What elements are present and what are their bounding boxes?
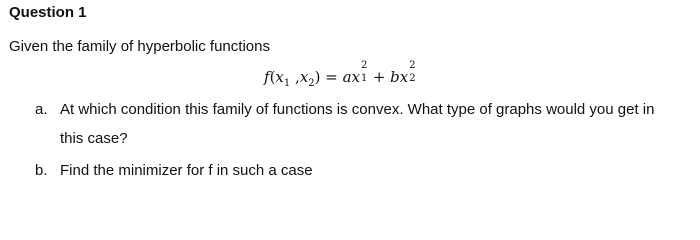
- part-a-text-line2: this case?: [60, 130, 128, 147]
- formula-plus: +: [368, 68, 391, 86]
- part-b-text: Find the minimizer for f in such a case: [60, 162, 313, 179]
- formula-term-b-sup: 2: [409, 60, 416, 71]
- formula-x2-subscript: 2: [308, 78, 315, 89]
- formula-open-paren: (: [269, 68, 276, 86]
- formula-function-name: f: [264, 68, 270, 86]
- formula-term-a-indices: [360, 60, 368, 84]
- formula-coef-a: a: [342, 68, 352, 86]
- formula-equals: =: [320, 68, 343, 86]
- question-intro: Given the family of hyperbolic functions: [9, 38, 270, 55]
- formula-x1: x: [275, 68, 284, 86]
- part-a-marker: a.: [35, 101, 48, 118]
- formula-term-a-sub: 1: [361, 73, 368, 84]
- formula-term-a-sup: 2: [361, 60, 368, 71]
- part-b-marker: b.: [35, 162, 48, 179]
- part-a-text-line1: At which condition this family of functions is convex. What type of graphs would you get in: [60, 101, 655, 118]
- formula-coef-b: b: [390, 68, 400, 86]
- formula-term-b-indices: [408, 60, 416, 84]
- formula-x1-subscript: 1: [283, 78, 291, 89]
- formula-close-paren: ): [314, 68, 321, 86]
- formula-term-b-sub: 2: [409, 73, 416, 84]
- formula-x2: x: [299, 68, 309, 86]
- question-title: Question 1: [9, 4, 87, 21]
- formula-comma: ,: [290, 68, 300, 86]
- formula-term-b-x: x: [399, 68, 409, 86]
- formula: [264, 60, 416, 95]
- formula-term-a-x: x: [351, 68, 361, 86]
